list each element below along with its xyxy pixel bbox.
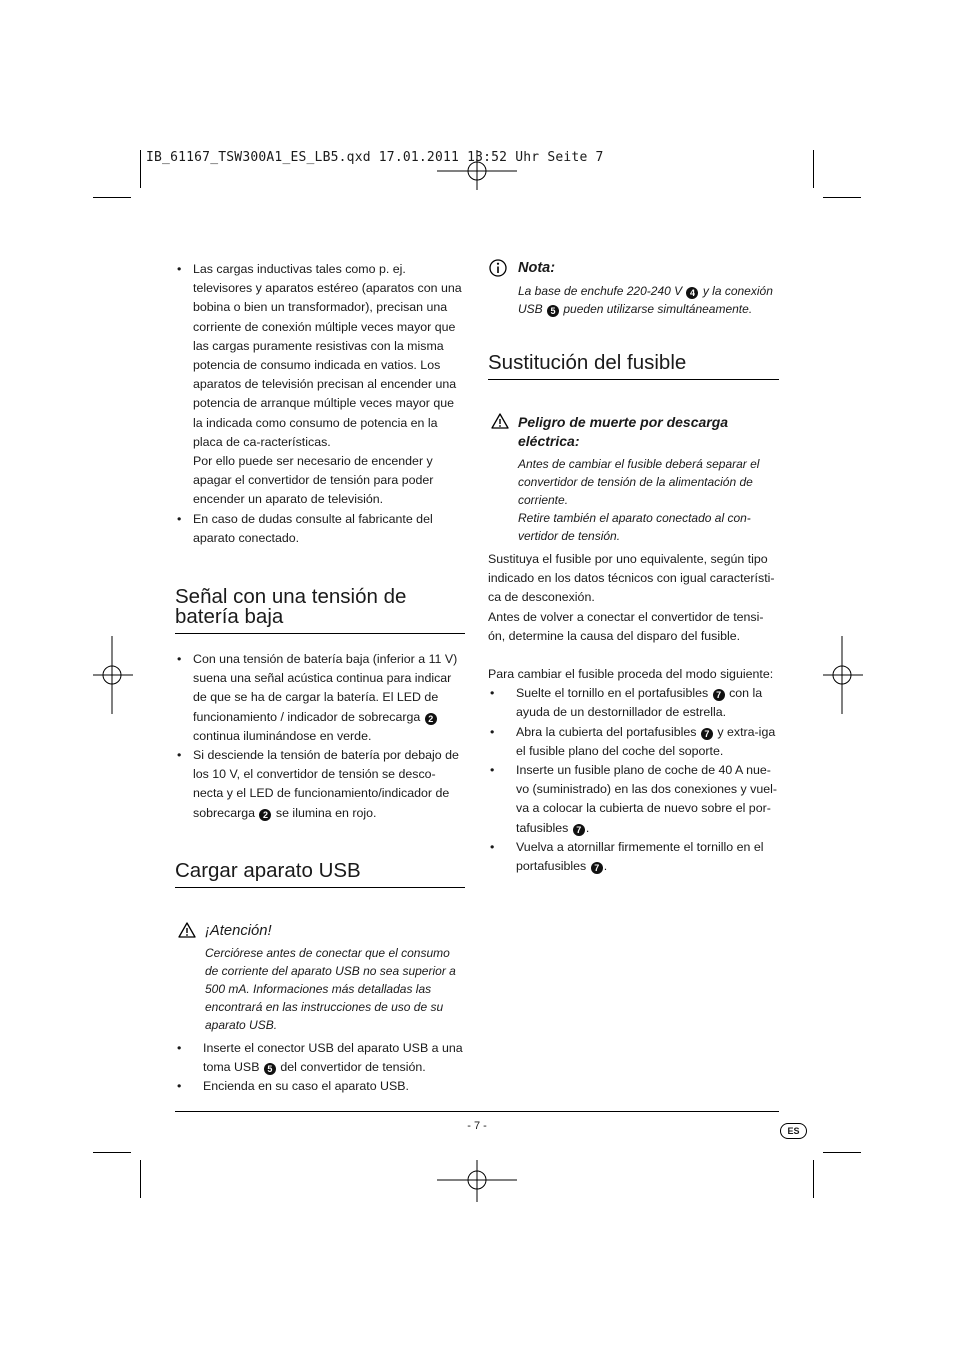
ref-number-icon: 7	[591, 862, 603, 874]
list-item: • Si desciende la tensión de batería por debajo de los 10 V, el convertidor de tensión se desco-necta y el LED de funcionamiento/indicador de sobrecarga 2 se ilumina en rojo.	[175, 746, 465, 823]
ref-number-icon: 4	[686, 287, 698, 299]
section-title-usb: Cargar aparato USB	[175, 861, 465, 888]
warning-icon	[178, 922, 196, 938]
language-badge: ES	[780, 1123, 807, 1139]
list-item: • Con una tensión de batería baja (inferior a 11 V) suena una señal acústica continua para indicar de que se ha de cargar la batería. El LED de funcionamiento / indicador de sobrecarga 2 continua iluminándose en verde.	[175, 650, 465, 746]
usb-list	[175, 1039, 465, 1097]
ref-number-icon: 7	[701, 728, 713, 740]
danger-block	[488, 413, 779, 545]
warning-block	[175, 922, 465, 1034]
footer-rule	[175, 1111, 779, 1112]
intro-list	[175, 260, 465, 548]
ref-number-icon: 5	[547, 305, 559, 317]
left-column	[175, 260, 465, 1096]
warning-text: Cerciórese antes de conectar que el consumo de corriente del aparato USB no sea superior a 500 mA. Informaciones más detalladas las encontrará en las instrucciones de uso de su aparato USB.	[205, 945, 456, 1032]
warning-title: ¡Atención!	[205, 922, 272, 939]
note-block	[488, 258, 779, 318]
fuse-steps-list	[488, 684, 779, 876]
ref-number-icon: 7	[713, 689, 725, 701]
ref-number-icon: 2	[259, 809, 271, 821]
list-item: • Encienda en su caso el aparato USB.	[175, 1077, 465, 1096]
paragraph: Antes de volver a conectar el convertidor de tensi-ón, determine la causa del disparo del fusible.	[488, 609, 764, 643]
right-column	[488, 258, 779, 876]
info-icon	[489, 259, 507, 277]
print-slug: IB_61167_TSW300A1_ES_LB5.qxd 17.01.2011 13:52 Uhr Seite 7	[146, 150, 604, 165]
registration-mark-left	[93, 636, 133, 714]
list-item: • En caso de dudas consulte al fabricante del aparato conectado.	[175, 510, 465, 548]
page-number: - 7 -	[467, 1120, 487, 1132]
list-item: • Abra la cubierta del portafusibles 7 y extra-iga el fusible plano del coche del soporte.	[488, 723, 779, 761]
ref-number-icon: 7	[573, 824, 585, 836]
note-text: La base de enchufe 220-240 V 4 y la conexión USB 5 pueden utilizarse simultáneamente.	[518, 284, 773, 316]
note-title: Nota:	[518, 260, 556, 276]
danger-text: Antes de cambiar el fusible deberá separar el convertidor de tensión de la alimentación de corriente. Retire también el aparato conectado al con-vertidor de tensión.	[518, 457, 760, 543]
list-item: • Las cargas inductivas tales como p. ej. televisores y aparatos estéreo (aparatos con una bobina o bien un transformador), precisan una corriente de conexión múltiple veces mayor que las cargas puramente resistivas con la misma potencia de consumo indicada en vatios. Los aparatos de televisión precisan al encender una potencia de arranque múltiple veces mayor que la indicada como consumo de potencia en la placa de ca-racterísticas. Por ello puede ser necesario de encender y apagar el convertidor de tensión para poder encender un aparato de televisión.	[175, 260, 465, 510]
registration-mark-right	[823, 636, 863, 714]
list-item: • Vuelva a atornillar firmemente el tornillo en el portafusibles 7 .	[488, 838, 779, 876]
warning-icon	[491, 413, 509, 429]
section-title-fuse: Sustitución del fusible	[488, 353, 779, 380]
paragraph: Para cambiar el fusible proceda del modo siguiente:	[488, 667, 774, 682]
list-item: • Inserte el conector USB del aparato USB a una toma USB 5 del convertidor de tensión.	[175, 1039, 465, 1077]
list-item: • Inserte un fusible plano de coche de 40 A nue-vo (suministrado) en las dos conexiones y vuel-va a colocar la cubierta de nuevo sobre el por-tafusibles 7 .	[488, 761, 779, 838]
low-battery-list	[175, 650, 465, 823]
paragraph: Sustituya el fusible por uno equivalente, según tipo indicado en los datos técnicos con igual característi-ca de desconexión.	[488, 552, 775, 605]
registration-mark-bottom	[437, 1160, 517, 1202]
danger-title: Peligro de muerte por descarga eléctrica:	[518, 414, 729, 449]
list-item: • Suelte el tornillo en el portafusibles 7 con la ayuda de un destornillador de estrella.	[488, 684, 779, 722]
section-title-low-battery: Señal con una tensión de batería baja	[175, 587, 465, 634]
ref-number-icon: 5	[264, 1063, 276, 1075]
ref-number-icon: 2	[425, 713, 437, 725]
